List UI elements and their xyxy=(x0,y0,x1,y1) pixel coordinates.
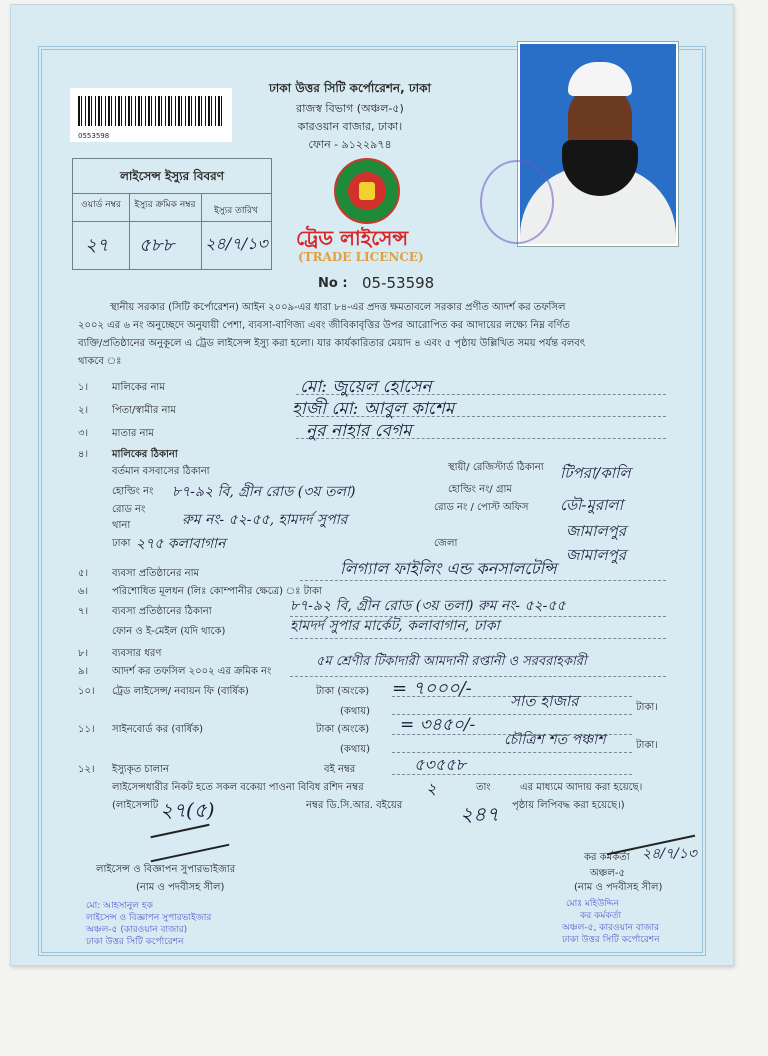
left-stamp-line: মো: আহসানুল হক xyxy=(86,901,153,911)
business-address-value: ৮৭-৯২ বি, গ্রীন রোড (৩য় তলা) রুম নং- ৫২-৫৫ xyxy=(290,598,566,614)
holding-label: হোল্ডিং নং xyxy=(112,486,154,497)
licence-no-value: 05-53598 xyxy=(362,274,435,292)
barcode-number: 0553598 xyxy=(78,132,110,140)
business-type-label: ব্যবসার ধরণ xyxy=(112,648,162,659)
intro-line-3: ব্যক্তি/প্রতিষ্ঠানের অনুকূলে এ ট্রেড লাইসেন্স ইস্যু করা হলো। যার কার্যকারিতার মেয়াদ ৪ এবং ৫ পৃষ্ঠায় উল্লিখিত সময় পর্যন্ত বলবৎ xyxy=(78,338,586,349)
intro-line-2: ২০০২ এর ৬ নং অনুচ্ছেদে অনুযায়ী পেশা, ব্যবসা-বাণিজ্য এবং জীবিকাবৃত্তির উপর আরোপিত কর আদায়ের লক্ষ্যে নিম্ন বর্ণিত xyxy=(78,320,570,331)
dcr-label: নম্বর ডি.সি.আর. বইয়ের xyxy=(306,800,403,811)
emblem-book-icon xyxy=(359,182,375,200)
dhaka-label: ঢাকা xyxy=(112,538,131,549)
present-address-label: বর্তমান বসবাসের ঠিকানা xyxy=(112,466,210,477)
signboard-amount-label: টাকা (অংকে) xyxy=(316,724,370,735)
phone-email-label: ফোন ও ই-মেইল (যদি থাকে) xyxy=(112,626,226,637)
row-number: ৮। xyxy=(78,648,89,659)
book-label: বই নম্বর xyxy=(324,764,356,775)
owner-value: মো: জুয়েল হোসেন xyxy=(300,377,432,397)
emblem-inner xyxy=(348,172,386,210)
father-label: পিতা/স্বামীর নাম xyxy=(112,405,176,416)
fee-amount-label: টাকা (অংকে) xyxy=(316,686,370,697)
row-number: ৭। xyxy=(78,606,89,617)
business-address-label: ব্যবসা প্রতিষ্ঠানের ঠিকানা xyxy=(112,606,212,617)
permanent-address-label: স্থায়ী/ রেজিস্টার্ড ঠিকানা xyxy=(448,462,544,473)
fee-words-value: সাত হাজার xyxy=(510,692,579,710)
address-label: মালিকের ঠিকানা xyxy=(112,449,178,460)
signboard-label: সাইনবোর্ড কর (বার্ষিক) xyxy=(112,724,204,735)
father-value: হাজী মো: আবুল কাশেম xyxy=(292,399,455,419)
row-number: ২। xyxy=(78,405,89,416)
row-number: ৫। xyxy=(78,568,89,579)
fee-label: ট্রেড লাইসেন্স/ নবায়ন ফি (বার্ষিক) xyxy=(112,686,249,697)
fee-words-label: (কথায়) xyxy=(340,706,371,717)
phone: ফোন - ৯১২২৯৭৪ xyxy=(308,138,392,151)
post-office-label: রোড নং / পোস্ট অফিস xyxy=(434,502,529,513)
mother-value: নুর নাহার বেগম xyxy=(306,421,412,441)
challan-label: ইস্যুকৃত চালান xyxy=(112,764,170,775)
serial-value: ৫৮৮ xyxy=(139,235,175,256)
row-number: ১০। xyxy=(78,686,95,697)
owner-label: মালিকের নাম xyxy=(112,382,165,393)
road-label: রোড নং xyxy=(112,504,146,515)
licence-title-bn: ট্রেড লাইসেন্স xyxy=(296,226,409,250)
right-sign-sub1: অঞ্চল-৫ xyxy=(590,868,625,879)
district-value: জামালপুর xyxy=(566,546,627,564)
page-label: পৃষ্ঠায় লিপিবদ্ধ করা হয়েছে।) xyxy=(512,800,625,811)
col-date-header: ইস্যুর তারিখ xyxy=(214,206,258,216)
signboard-words-value: চৌত্রিশ শত পঞ্চাশ xyxy=(504,732,606,748)
business-name-label: ব্যবসা প্রতিষ্ঠানের নাম xyxy=(112,568,200,579)
village-value: টিপরা/কালি xyxy=(560,464,631,482)
photo-seal xyxy=(480,160,554,244)
left-stamp-line: অঞ্চল-৫ (কারওয়ান বাজার) xyxy=(86,925,188,935)
row-number: ১। xyxy=(78,382,89,393)
left-sign-title: লাইসেন্স ও বিজ্ঞাপন সুপারভাইজার xyxy=(96,864,236,875)
dcr-value: ২৪৭ xyxy=(460,802,499,826)
signboard-value: = ৩৪৫০/- xyxy=(400,715,476,735)
barcode xyxy=(70,88,232,142)
right-sign-title: কর কর্মকর্তা xyxy=(584,852,630,863)
thana-value: জামালপুর xyxy=(566,522,627,540)
left-stamp-line: ঢাকা উত্তর সিটি কর্পোরেশন xyxy=(86,937,184,947)
village-label: হোল্ডিং নং/ গ্রাম xyxy=(448,484,512,495)
receipt-line: লাইসেন্সধারীর নিকট হতে সকল বকেয়া পাওনা বিবিধ রশিদ নম্বর xyxy=(112,782,364,793)
row-number: ৪। xyxy=(78,449,89,460)
license-no-label: (লাইসেন্সটি xyxy=(112,800,159,811)
date-value: ২৪/৭/১৩ xyxy=(205,234,268,253)
capital-label: পরিশোধিত মূলধন (লিঃ কোম্পানীর ক্ষেত্রে) ঃ টাকা xyxy=(112,586,322,597)
right-sign-sub2: (নাম ও পদবীসহ সীল) xyxy=(574,882,663,893)
licence-no-label: No : xyxy=(318,276,348,291)
mother-label: মাতার নাম xyxy=(112,428,154,439)
left-stamp-line: লাইসেন্স ও বিজ্ঞাপন সুপারভাইজার xyxy=(86,913,212,923)
address: কারওয়ান বাজার, ঢাকা। xyxy=(297,120,403,133)
row-number: ৬। xyxy=(78,586,89,597)
tax-schedule-value: ৫ম শ্রেণীর টিকাদারী আমদানী রপ্তানী ও সরবরাহকারী xyxy=(316,654,587,669)
barcode-bars xyxy=(78,96,224,126)
receipt-value: ২ xyxy=(426,779,437,798)
business-name-value: লিগ্যাল ফাইলিং এন্ড কনসালটেন্সি xyxy=(340,559,557,578)
row-number: ১১। xyxy=(78,724,95,735)
right-stamp-line: কর কর্মকর্তা xyxy=(580,911,622,921)
book-value: ৫৩৫৫৮ xyxy=(414,755,466,774)
photo-cap xyxy=(568,62,632,96)
district-label: জেলা xyxy=(434,538,458,549)
row-number: ১২। xyxy=(78,764,95,775)
right-stamp-line: ঢাকা উত্তর সিটি কর্পোরেশন xyxy=(562,935,660,945)
field-line xyxy=(290,638,666,639)
dept: রাজস্ব বিভাগ (অঞ্চল-৫) xyxy=(296,102,404,115)
col-serial-header: ইস্যুর ক্রমিক নম্বর xyxy=(134,200,196,210)
org-name: ঢাকা উত্তর সিটি কর্পোরেশন, ঢাকা xyxy=(269,81,431,95)
left-sign-sub: (নাম ও পদবীসহ সীল) xyxy=(136,882,225,893)
right-stamp-line: অঞ্চল-৫, কারওয়ান বাজার xyxy=(562,923,660,933)
intro-line-4: থাকবে ঃ xyxy=(78,356,122,367)
issue-details-box xyxy=(72,158,272,270)
ward-value: ২৭ xyxy=(85,235,109,256)
tax-schedule-label: আদর্শ কর তফসিল ২০০২ এর ক্রমিক নং xyxy=(112,666,272,677)
road-value: রুম নং- ৫২-৫৫, হামদর্দ সুপার xyxy=(182,512,348,528)
taka-label-2: টাকা। xyxy=(636,740,658,751)
collected-text: এর মাধ্যমে আদায় করা হয়েছে। xyxy=(520,782,643,793)
licence-title-en: (TRADE LICENCE) xyxy=(298,250,424,264)
signboard-words-label: (কথায়) xyxy=(340,744,371,755)
license-no-value: ২৭(৫) xyxy=(160,798,215,822)
taka-label: টাকা। xyxy=(636,702,658,713)
corporation-emblem xyxy=(334,158,400,224)
col-ward-header: ওয়ার্ড নম্বর xyxy=(81,200,121,210)
right-sign-date: ২৪/৭/১৩ xyxy=(642,846,697,862)
date-label: তাং xyxy=(476,782,491,793)
row-number: ৯। xyxy=(78,666,89,677)
issue-box-title: লাইসেন্স ইস্যুর বিবরণ xyxy=(73,159,271,194)
right-stamp-line: মোঃ মহিউদ্দিন xyxy=(566,899,619,909)
field-line xyxy=(290,676,666,677)
fee-value: = ৭০০০/- xyxy=(392,678,472,699)
dhaka-value: ২৭৫ কলাবাগান xyxy=(136,536,226,552)
holding-value: ৮৭-৯২ বি, গ্রীন রোড (৩য় তলা) xyxy=(172,484,356,500)
intro-line-1: স্থানীয় সরকার (সিটি কর্পোরেশন) আইন ২০০৯-এর ধারা ৮৪-এর প্রদত্ত ক্ষমতাবলে সরকার প্রণীত আদর্শ কর তফসিল xyxy=(110,302,566,313)
row-number: ৩। xyxy=(78,428,89,439)
row-divider xyxy=(73,221,271,222)
phone-value: হামদর্দ সুপার মার্কেট, কলাবাগান, ঢাকা xyxy=(290,618,500,634)
post-value: ডৌ-মুরালা xyxy=(560,496,623,514)
thana-label: থানা xyxy=(112,520,131,531)
